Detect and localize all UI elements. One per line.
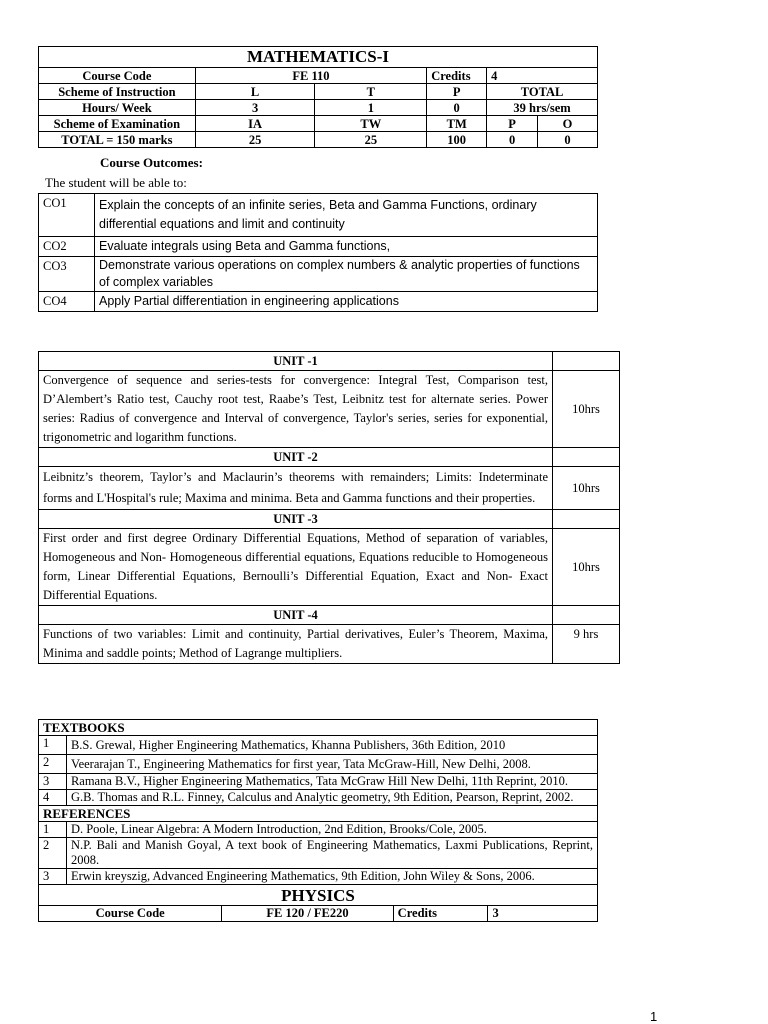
instruction-col-t: T bbox=[315, 84, 427, 100]
unit-hours: 9 hrs bbox=[553, 625, 620, 664]
exam-col-p: P bbox=[487, 116, 538, 132]
textbooks-table bbox=[38, 719, 598, 922]
textbook-number: 3 bbox=[39, 774, 67, 790]
hours-label: Hours/ Week bbox=[39, 100, 196, 116]
instruction-col-l: L bbox=[195, 84, 315, 100]
reference-row bbox=[39, 822, 598, 838]
course-outcomes-heading: Course Outcomes: bbox=[100, 155, 203, 170]
reference-entry: N.P. Bali and Manish Goyal, A text book of Engineering Mathematics, Laxmi Publications, Reprint, 2008. bbox=[66, 838, 597, 869]
exam-o-value: 0 bbox=[538, 132, 598, 148]
references-heading: REFERENCES bbox=[39, 806, 598, 822]
outcome-code: CO1 bbox=[39, 194, 95, 237]
reference-entry: Erwin kreyszig, Advanced Engineering Mathematics, 9th Edition, John Wiley & Sons, 2006. bbox=[66, 869, 597, 885]
outcome-row bbox=[39, 257, 598, 292]
unit-hours-blank bbox=[553, 448, 620, 467]
textbook-number: 2 bbox=[39, 755, 67, 774]
exam-col-tw: TW bbox=[315, 116, 427, 132]
unit-title: UNIT -1 bbox=[39, 352, 553, 371]
credits-label: Credits bbox=[427, 68, 487, 84]
reference-number: 1 bbox=[39, 822, 67, 838]
textbook-row bbox=[39, 736, 598, 755]
credits-value: 4 bbox=[487, 68, 598, 84]
textbook-entry: G.B. Thomas and R.L. Finney, Calculus and Analytic geometry, 9th Edition, Pearson, Reprint, 2002. bbox=[66, 790, 597, 806]
physics-credits-label: Credits bbox=[393, 906, 488, 922]
exam-p-value: 0 bbox=[487, 132, 538, 148]
outcome-text: Explain the concepts of an infinite series, Beta and Gamma Functions, ordinary differential equations and limit and continuity bbox=[95, 194, 598, 237]
physics-course-code-value: FE 120 / FE220 bbox=[222, 906, 393, 922]
textbook-row bbox=[39, 774, 598, 790]
textbook-row bbox=[39, 755, 598, 774]
unit-title: UNIT -4 bbox=[39, 606, 553, 625]
unit-title: UNIT -3 bbox=[39, 510, 553, 529]
instruction-col-p: P bbox=[427, 84, 487, 100]
unit-content: First order and first degree Ordinary Differential Equations, Method of separation of variables, Homogeneous and Non- Homogeneous differential equations, Equations reducible to Homogeneous form, Linear Differential Equations, Bernoulli’s Differential Equation, Exact and Non- Exact Differential Equations. bbox=[39, 529, 553, 606]
reference-entry: D. Poole, Linear Algebra: A Modern Introduction, 2nd Edition, Brooks/Cole, 2005. bbox=[66, 822, 597, 838]
exam-col-ia: IA bbox=[195, 116, 315, 132]
physics-credits-value: 3 bbox=[488, 906, 598, 922]
outcome-text: Demonstrate various operations on complex numbers & analytic properties of functions of complex variables bbox=[95, 257, 598, 292]
page-number: 1 bbox=[650, 1009, 658, 1024]
reference-number: 2 bbox=[39, 838, 67, 869]
unit-content: Leibnitz’s theorem, Taylor’s and Maclaurin’s theorems with remainders; Limits: Indeterminate forms and L'Hospital's rule; Maxima and minima. Beta and Gamma functions and their properties. bbox=[39, 467, 553, 510]
textbook-number: 4 bbox=[39, 790, 67, 806]
exam-tw-value: 25 bbox=[315, 132, 427, 148]
course-outcomes-table bbox=[38, 193, 598, 312]
hours-p: 0 bbox=[427, 100, 487, 116]
course-code-label: Course Code bbox=[39, 68, 196, 84]
physics-title: PHYSICS bbox=[39, 885, 598, 906]
course-scheme-table bbox=[38, 46, 598, 148]
hours-l: 3 bbox=[195, 100, 315, 116]
exam-col-tm: TM bbox=[427, 116, 487, 132]
outcome-text: Evaluate integrals using Beta and Gamma functions, bbox=[95, 237, 598, 257]
outcome-row bbox=[39, 292, 598, 312]
exam-tm-value: 100 bbox=[427, 132, 487, 148]
total-marks-label: TOTAL = 150 marks bbox=[39, 132, 196, 148]
unit-content: Functions of two variables: Limit and continuity, Partial derivatives, Euler’s Theorem, Maxima, Minima and saddle points; Method of Lagrange multipliers. bbox=[39, 625, 553, 664]
textbook-entry: B.S. Grewal, Higher Engineering Mathematics, Khanna Publishers, 36th Edition, 2010 bbox=[66, 736, 597, 755]
course-outcomes-intro: The student will be able to: bbox=[45, 175, 187, 190]
textbooks-heading: TEXTBOOKS bbox=[39, 720, 598, 736]
unit-title: UNIT -2 bbox=[39, 448, 553, 467]
reference-row bbox=[39, 838, 598, 869]
reference-row bbox=[39, 869, 598, 885]
outcome-row bbox=[39, 237, 598, 257]
outcome-code: CO4 bbox=[39, 292, 95, 312]
hours-total: 39 hrs/sem bbox=[487, 100, 598, 116]
unit-hours: 10hrs bbox=[553, 371, 620, 448]
textbook-row bbox=[39, 790, 598, 806]
reference-number: 3 bbox=[39, 869, 67, 885]
syllabus-units-table bbox=[38, 351, 620, 664]
instruction-label: Scheme of Instruction bbox=[39, 84, 196, 100]
course-code-value: FE 110 bbox=[195, 68, 426, 84]
unit-hours-blank bbox=[553, 606, 620, 625]
exam-col-o: O bbox=[538, 116, 598, 132]
outcome-code: CO3 bbox=[39, 257, 95, 292]
exam-ia-value: 25 bbox=[195, 132, 315, 148]
course-title: MATHEMATICS-I bbox=[39, 47, 598, 68]
unit-hours: 10hrs bbox=[553, 529, 620, 606]
textbook-number: 1 bbox=[39, 736, 67, 755]
physics-course-code-label: Course Code bbox=[39, 906, 222, 922]
hours-t: 1 bbox=[315, 100, 427, 116]
outcome-text: Apply Partial differentiation in engineering applications bbox=[95, 292, 598, 312]
outcome-code: CO2 bbox=[39, 237, 95, 257]
unit-content: Convergence of sequence and series-tests for convergence: Integral Test, Comparison test, D’Alembert’s Ratio test, Cauchy root test, Raabe’s Test, Leibnitz test for alternate series. Power series: Radius of convergence and Interval of convergence, Taylor's series, series for exponential, trigonometric and logarithm functions. bbox=[39, 371, 553, 448]
exam-label: Scheme of Examination bbox=[39, 116, 196, 132]
instruction-col-total: TOTAL bbox=[487, 84, 598, 100]
unit-hours-blank bbox=[553, 510, 620, 529]
unit-hours-blank bbox=[553, 352, 620, 371]
outcome-row bbox=[39, 194, 598, 237]
unit-hours: 10hrs bbox=[553, 467, 620, 510]
textbook-entry: Veerarajan T., Engineering Mathematics for first year, Tata McGraw-Hill, New Delhi, 2008. bbox=[66, 755, 597, 774]
textbook-entry: Ramana B.V., Higher Engineering Mathematics, Tata McGraw Hill New Delhi, 11th Reprint, 2010. bbox=[66, 774, 597, 790]
